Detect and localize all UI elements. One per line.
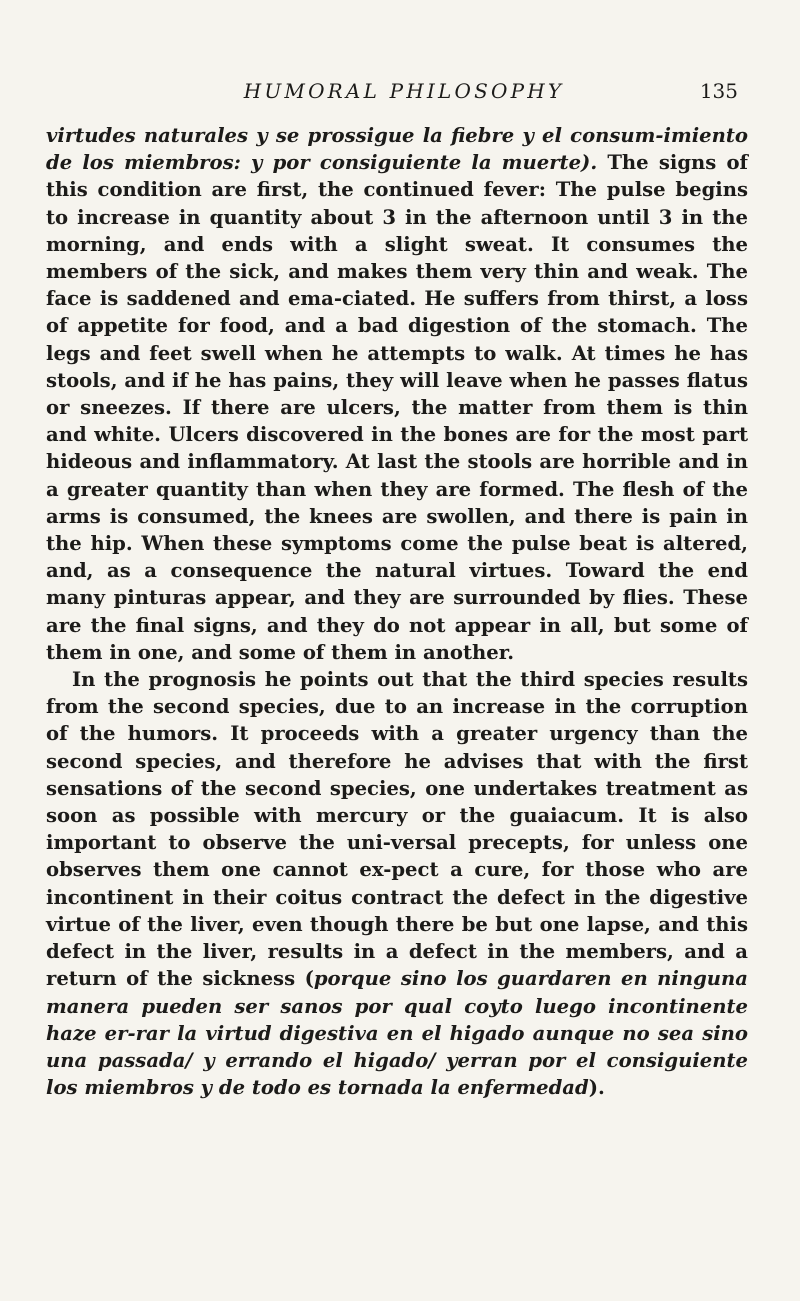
running-title: HUMORAL PHILOSOPHY [243,79,565,103]
page-number: 135 [699,79,738,103]
paragraph-1 [46,122,748,666]
spanish-quotation: virtudes naturales y se prossigue la fiebre y el consum-imiento de los miembros: y por consiguiente la muerte). [46,124,748,175]
running-head [70,74,738,108]
english-text: In the prognosis he points out that the third species results from the second species, due to an increase in the corruption of the humors. It proceeds with a greater urgency than the second species, and therefore he advises that with the first sensations of the second species, one undertakes treatment as soon as possible with mercury or the guaiacum. It is also important to observe the uni-versal precepts, for unless one observes them one cannot ex-pect a cure, for those who are incontinent in their coitus contract the defect in the digestive virtue of the liver, even though there be but one lapse, and this defect in the liver, results in a defect in the members, and a return of the sickness ( [46,668,748,991]
body-text [46,122,748,1101]
english-text: The signs of this condition are first, the continued fever: The pulse begins to increase in quantity about 3 in the afternoon until 3 in the morning, and ends with a slight sweat. It consumes the members of the sick, and makes them very thin and weak. The face is saddened and ema-ciated. He suffers from thirst, a loss of appetite for food, and a bad digestion of the stomach. The legs and feet swell when he attempts to walk. At times he has stools, and if he has pains, they will leave when he passes flatus or sneezes. If there are ulcers, the matter from them is thin and white. Ulcers discovered in the bones are for the most part hideous and inflammatory. At last the stools are horrible and in a greater quantity than when they are formed. The flesh of the arms is consumed, the knees are swollen, and there is pain in the hip. When these symptoms come the pulse beat is altered, and, as a consequence the natural virtues. Toward the end many pinturas appear, and they are surrounded by flies. These are the final signs, and they do not appear in all, but some of them in one, and some of them in another. [46,151,748,664]
spanish-quotation: porque sino los guardaren en ninguna manera pueden ser sanos por qual coyto luego incontinente haze er-rar la virtud digestiva en el higado aunque no sea sino una passada/ y errando el higado/ yerran por el consiguiente los miembros y de todo es tornada la enfermedad [46,967,748,1100]
closing-parenthesis: ). [588,1076,605,1100]
paragraph-2 [46,666,748,1101]
